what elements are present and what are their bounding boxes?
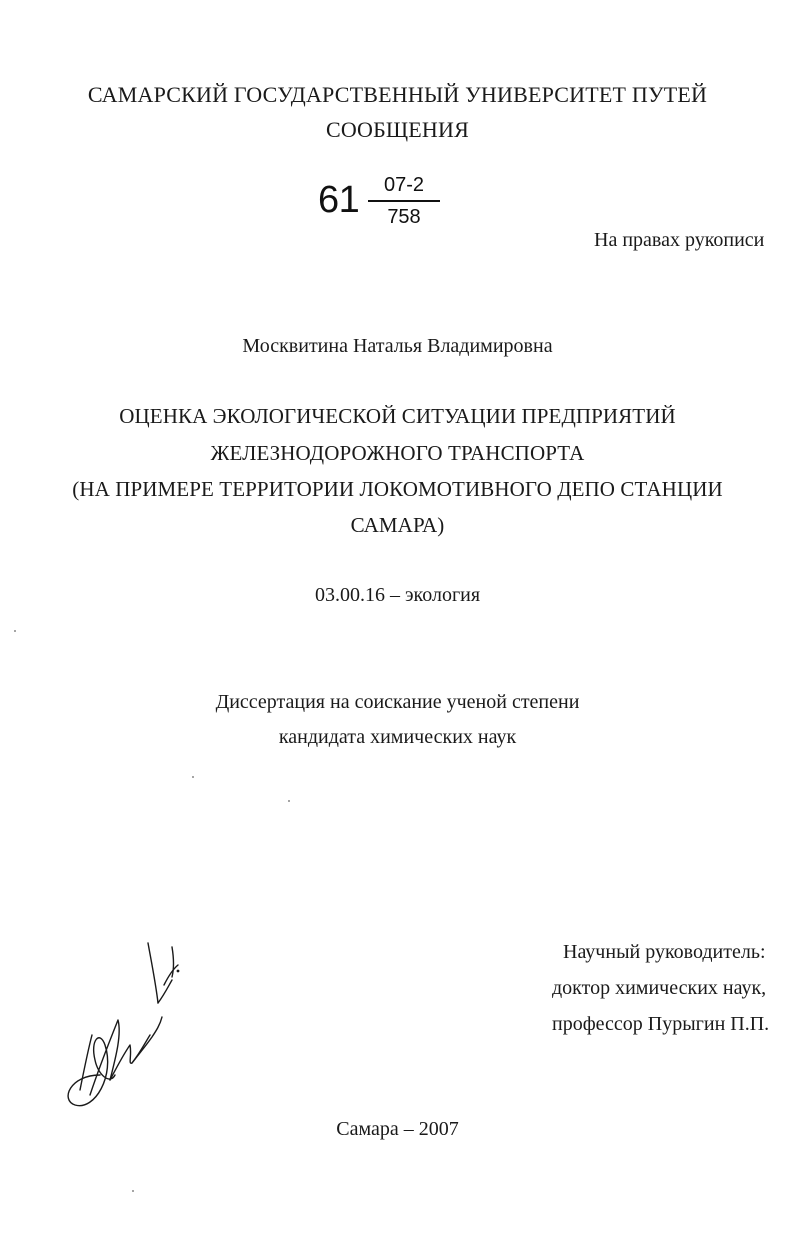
city-year: Самара – 2007 <box>336 1118 459 1140</box>
supervisor-degree: доктор химических наук, <box>552 977 767 999</box>
dissertation-line1: Диссертация на соискание ученой степени <box>215 691 580 713</box>
scan-speck <box>288 800 290 802</box>
author-name: Москвитина Наталья Владимировна <box>242 335 553 357</box>
stamp-denominator: 758 <box>387 206 421 228</box>
dissertation-line2: кандидата химических наук <box>278 726 517 748</box>
stamp-numerator: 07-2 <box>383 174 425 196</box>
scan-speck <box>192 776 194 778</box>
rights-note: На правах рукописи <box>594 229 765 251</box>
scan-speck <box>14 630 16 632</box>
scan-speck <box>132 1190 134 1192</box>
thesis-title-line1: ОЦЕНКА ЭКОЛОГИЧЕСКОЙ СИТУАЦИИ ПРЕДПРИЯТИЙ <box>119 404 676 428</box>
thesis-title-line2: ЖЕЛЕЗНОДОРОЖНОГО ТРАНСПОРТА <box>210 441 585 465</box>
university-name-line1: САМАРСКИЙ ГОСУДАРСТВЕННЫЙ УНИВЕРСИТЕТ ПУТЕЙ <box>87 82 708 107</box>
specialty-code: 03.00.16 – экология <box>314 584 481 606</box>
handwritten-signature <box>60 925 190 1115</box>
thesis-title-line4: САМАРА) <box>350 513 445 537</box>
supervisor-name: профессор Пурыгин П.П. <box>552 1013 770 1035</box>
supervisor-heading: Научный руководитель: <box>563 941 766 963</box>
library-stamp <box>318 168 448 230</box>
university-name-line2: СООБЩЕНИЯ <box>326 117 469 142</box>
stamp-fraction-bar <box>368 200 440 202</box>
thesis-title-line3: (НА ПРИМЕРЕ ТЕРРИТОРИИ ЛОКОМОТИВНОГО ДЕПО СТАНЦИИ <box>72 477 723 501</box>
stamp-main-number: 61 <box>318 179 360 221</box>
